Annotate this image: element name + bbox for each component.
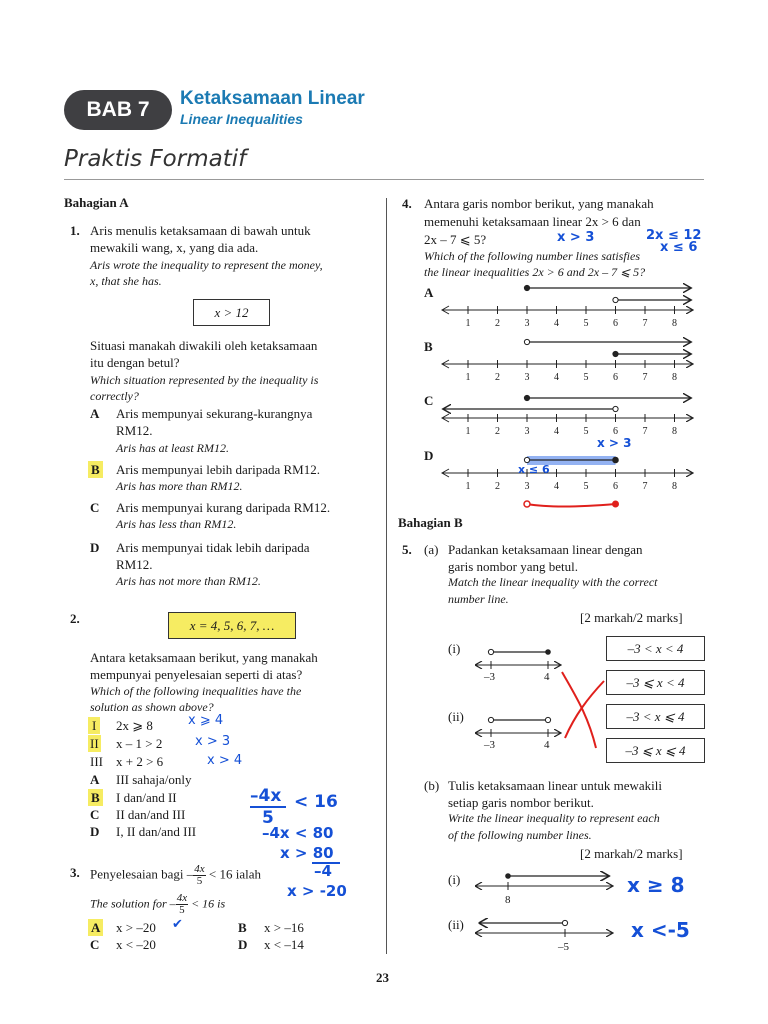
q4-d-hand-x-gt-3: x > 3: [597, 436, 632, 450]
q2-work-divisor: –4: [314, 862, 332, 880]
q4-endpoint: [524, 457, 529, 462]
q4-tick-label: 5: [583, 318, 589, 329]
q4-tick-label: 7: [642, 372, 648, 383]
q4-hand-x-le-6: x ≤ 6: [660, 240, 698, 255]
q4-tick-label: 4: [554, 481, 559, 492]
q4-endpoint: [613, 406, 618, 411]
q5a-text-ms-2: garis nombor yang betul.: [448, 559, 578, 574]
q3-text-ms: Penyelesaian bagi – $\frac{4x}{5}$ < 16 ialah: [90, 863, 261, 887]
q4-tick-label: 2: [495, 372, 500, 383]
q1-option-a-ms-2: RM12.: [116, 423, 153, 438]
q4-tick-label: 7: [642, 481, 648, 492]
q5b-i-tick: 8: [505, 894, 511, 906]
q2-option-a-text: III sahaja/only: [116, 772, 192, 787]
q1-option-d-en: Aris has not more than RM12.: [116, 574, 261, 588]
q1-option-b-ms: Aris mempunyai lebih daripada RM12.: [116, 462, 320, 477]
q5a-text-en-1: Match the linear inequality with the correct: [448, 575, 658, 589]
q5a-box-1[interactable]: –3 < x < 4: [606, 636, 705, 661]
q5a-i-tick-neg3: –3: [484, 671, 495, 683]
q3-fraction-ms: $\frac{4x}{5}$: [194, 863, 205, 887]
q4-tick-label: 1: [465, 426, 471, 437]
q3-option-d-text: x < –14: [264, 937, 304, 952]
q4-tick-label: 2: [495, 481, 500, 492]
q4-endpoint: [524, 395, 529, 400]
q4-number: 4.: [402, 196, 412, 211]
q1-situation-en-2: correctly?: [90, 389, 139, 403]
q1-text-ms-2: mewakili wang, x, yang dia ada.: [90, 240, 259, 255]
page-number: 23: [376, 970, 389, 985]
q1-option-c-ms: Aris mempunyai kurang daripada RM12.: [116, 500, 331, 515]
q1-text-ms-1: Aris menulis ketaksamaan di bawah untuk: [90, 223, 311, 238]
q1-option-a-en: Aris has at least RM12.: [116, 441, 229, 455]
q5a-ii-tick-4: 4: [544, 739, 550, 751]
q2-option-d-text: I, II dan/and III: [116, 824, 197, 839]
q4-tick-label: 7: [642, 318, 648, 329]
q4-tick-label: 3: [524, 372, 530, 383]
q4-tick-label: 8: [672, 481, 677, 492]
q5a-marks: [2 markah/2 marks]: [580, 610, 683, 625]
q3-option-b-text: x > –16: [264, 920, 304, 935]
q2-item-iii-expr: x + 2 > 6: [116, 754, 164, 769]
q4-d-hand-x-le-6: x ≤ 6: [518, 463, 550, 476]
q1-option-b-letter[interactable]: B: [88, 461, 103, 478]
q2-item-ii-roman: II: [90, 736, 99, 751]
q4-text-ms-3: 2x – 7 ⩽ 5?: [424, 232, 487, 247]
q2-option-b-text: I dan/and II: [116, 790, 177, 805]
q1-inequality-box: x > 12: [193, 299, 270, 326]
q2-option-c-letter[interactable]: C: [90, 807, 100, 822]
q4-endpoint: [524, 285, 529, 290]
q3-number: 3.: [70, 865, 80, 880]
q2-text-en-2: solution as shown above?: [90, 700, 214, 714]
q2-item-i-roman: I: [88, 717, 100, 734]
q4-tick-label: 4: [554, 318, 559, 329]
q4-tick-label: 8: [672, 426, 677, 437]
q1-option-c-letter[interactable]: C: [90, 500, 100, 515]
q4-tick-label: 1: [465, 372, 471, 383]
q4-red-open-dot: [524, 501, 530, 507]
q4-tick-label: 2: [495, 318, 500, 329]
q4-tick-label: 6: [613, 481, 618, 492]
q5b-text-ms-2: setiap garis nombor berikut.: [448, 795, 594, 810]
q4-tick-label: 7: [642, 426, 648, 437]
q1-text-en-2: x, that she has.: [90, 274, 162, 288]
q2-work-numerator: –4x: [250, 786, 282, 806]
q3-option-a-text: x > –20: [116, 920, 156, 935]
q2-number: 2.: [70, 611, 80, 626]
q3-text-en: The solution for – $\frac{4x}{5}$ < 16 is: [90, 892, 226, 916]
q4-option-a-label[interactable]: A: [424, 285, 434, 300]
q4-text-en-1: Which of the following number lines satisfies: [424, 249, 640, 263]
q4-option-b-label[interactable]: B: [424, 339, 433, 354]
q3-option-a-letter[interactable]: A: [88, 919, 103, 936]
q2-work-lt-16: < 16: [294, 792, 338, 812]
q4-tick-label: 5: [583, 481, 589, 492]
q4-tick-label: 8: [672, 372, 677, 383]
q4-endpoint: [613, 457, 619, 463]
q1-situation-en-1: Which situation represented by the inequality is: [90, 373, 319, 387]
q5a-i-label: (i): [448, 641, 461, 656]
header-divider: [64, 179, 704, 180]
chapter-title-ms: Ketaksamaan Linear: [180, 88, 365, 109]
q4-endpoint: [613, 297, 618, 302]
q2-item-i-handwriting: x ⩾ 4: [188, 713, 224, 728]
q2-item-ii-handwriting: x > 3: [195, 734, 231, 749]
q5a-ii-tick-neg3: –3: [484, 739, 495, 751]
chapter-badge: BAB 7: [64, 90, 172, 130]
q4-endpoint: [613, 351, 618, 356]
bahagian-b-heading: Bahagian B: [398, 515, 463, 530]
q5b-i-answer: x ≥ 8: [627, 873, 685, 897]
q1-option-d-ms-2: RM12.: [116, 557, 153, 572]
q1-option-d-letter[interactable]: D: [90, 540, 100, 555]
q2-item-iii-roman: III: [90, 754, 103, 769]
chapter-title-en: Linear Inequalities: [180, 111, 303, 127]
q4-tick-label: 4: [554, 426, 559, 437]
q5b-text-ms-1: Tulis ketaksamaan linear untuk mewakili: [448, 778, 662, 793]
q5b-i-label: (i): [448, 872, 461, 887]
q5a-box-3[interactable]: –3 < x ⩽ 4: [606, 704, 705, 729]
q1-number: 1.: [70, 223, 80, 238]
q5b-text-en-2: of the following number lines.: [448, 828, 592, 842]
q3-option-d-letter[interactable]: D: [238, 937, 248, 952]
q2-item-ii-expr: x – 1 > 2: [116, 736, 163, 751]
q5b-label: (b): [424, 778, 440, 793]
q5a-ii-label: (ii): [448, 709, 464, 724]
q4-red-answer-line: [527, 504, 616, 507]
q1-option-a-letter[interactable]: A: [90, 406, 100, 421]
q5b-number-lines: [470, 868, 620, 948]
q2-option-d-letter[interactable]: D: [90, 824, 100, 839]
q4-tick-label: 8: [672, 318, 677, 329]
q3-option-c-letter[interactable]: C: [90, 937, 100, 952]
q2-text-ms-1: Antara ketaksamaan berikut, yang manakah: [90, 650, 318, 665]
q4-red-closed-dot: [612, 501, 619, 508]
q1-option-a-ms-1: Aris mempunyai sekurang-kurangnya: [116, 406, 313, 421]
q4-tick-label: 5: [583, 426, 589, 437]
q2-text-en-1: Which of the following inequalities have the: [90, 684, 302, 698]
q4-tick-label: 3: [524, 481, 530, 492]
q1-option-c-en: Aris has less than RM12.: [116, 517, 237, 531]
q5b-text-en-1: Write the linear inequality to represent each: [448, 811, 660, 825]
q4-text-ms-2: memenuhi ketaksamaan linear 2x > 6 dan: [424, 214, 641, 229]
q2-work-step-3: x > 80: [280, 844, 334, 862]
q4-option-c-label[interactable]: C: [424, 393, 434, 408]
q1-situation-ms-2: itu dengan betul?: [90, 355, 180, 370]
q3-fraction-en: $\frac{4x}{5}$: [176, 892, 188, 916]
q4-tick-label: 1: [465, 318, 471, 329]
q4-tick-label: 3: [524, 426, 530, 437]
bahagian-a-heading: Bahagian A: [64, 195, 129, 210]
q4-number-lines: [420, 280, 710, 510]
q5b-ii-label: (ii): [448, 917, 464, 932]
q5a-text-en-2: number line.: [448, 592, 509, 606]
q2-option-a-letter[interactable]: A: [90, 772, 100, 787]
q2-item-iii-handwriting: x > 4: [207, 753, 243, 768]
q4-tick-label: 2: [495, 426, 500, 437]
q5a-i-tick-4: 4: [544, 671, 550, 683]
q2-work-step-2: –4x < 80: [262, 824, 334, 842]
q3-option-b-letter[interactable]: B: [238, 920, 247, 935]
q5b-marks: [2 markah/2 marks]: [580, 846, 683, 861]
q4-text-en-2: the linear inequalities 2x > 6 and 2x – 7 ⩽ 5?: [424, 265, 646, 279]
q5a-box-2[interactable]: –3 ⩽ x < 4: [606, 670, 705, 695]
q5b-ii-tick: –5: [558, 941, 569, 953]
q4-hand-x-gt-3: x > 3: [557, 230, 595, 245]
column-divider: [386, 198, 387, 954]
q2-item-i-expr: 2x ⩾ 8: [116, 718, 153, 733]
q5a-text-ms-1: Padankan ketaksamaan linear dengan: [448, 542, 643, 557]
q5a-label: (a): [424, 542, 439, 557]
q5-number: 5.: [402, 542, 412, 557]
q4-tick-label: 4: [554, 372, 559, 383]
q4-option-d-label[interactable]: D: [424, 448, 434, 463]
q2-option-b-letter[interactable]: B: [88, 789, 103, 806]
q4-tick-label: 1: [465, 481, 471, 492]
q2-work-answer: x > -20: [287, 882, 347, 900]
q4-tick-label: 6: [613, 372, 618, 383]
q1-option-d-ms-1: Aris mempunyai tidak lebih daripada: [116, 540, 310, 555]
q4-tick-label: 6: [613, 426, 618, 437]
q2-text-ms-2: mempunyai penyelesaian seperti di atas?: [90, 667, 303, 682]
q2-work-denominator: 5: [262, 808, 274, 828]
q1-situation-ms-1: Situasi manakah diwakili oleh ketaksamaan: [90, 338, 318, 353]
q4-endpoint: [524, 339, 529, 344]
q1-text-en-1: Aris wrote the inequality to represent the money,: [90, 258, 323, 272]
q4-text-ms-1: Antara garis nombor berikut, yang manakah: [424, 196, 654, 211]
q2-option-c-text: II dan/and III: [116, 807, 186, 822]
q5b-ii-answer: x <-5: [631, 918, 690, 942]
q1-option-b-en: Aris has more than RM12.: [116, 479, 243, 493]
q4-tick-label: 6: [613, 318, 618, 329]
q5a-box-4[interactable]: –3 ⩽ x ⩽ 4: [606, 738, 705, 763]
section-title: Praktis Formatif: [64, 146, 247, 172]
q3-option-a-checkmark: ✔: [172, 917, 183, 932]
q4-tick-label: 3: [524, 318, 530, 329]
q4-tick-label: 5: [583, 372, 589, 383]
q3-option-c-text: x < –20: [116, 937, 156, 952]
q4-hand-2x-le-12: 2x ≤ 12: [646, 228, 702, 243]
q2-solution-box: x = 4, 5, 6, 7, …: [168, 612, 296, 639]
